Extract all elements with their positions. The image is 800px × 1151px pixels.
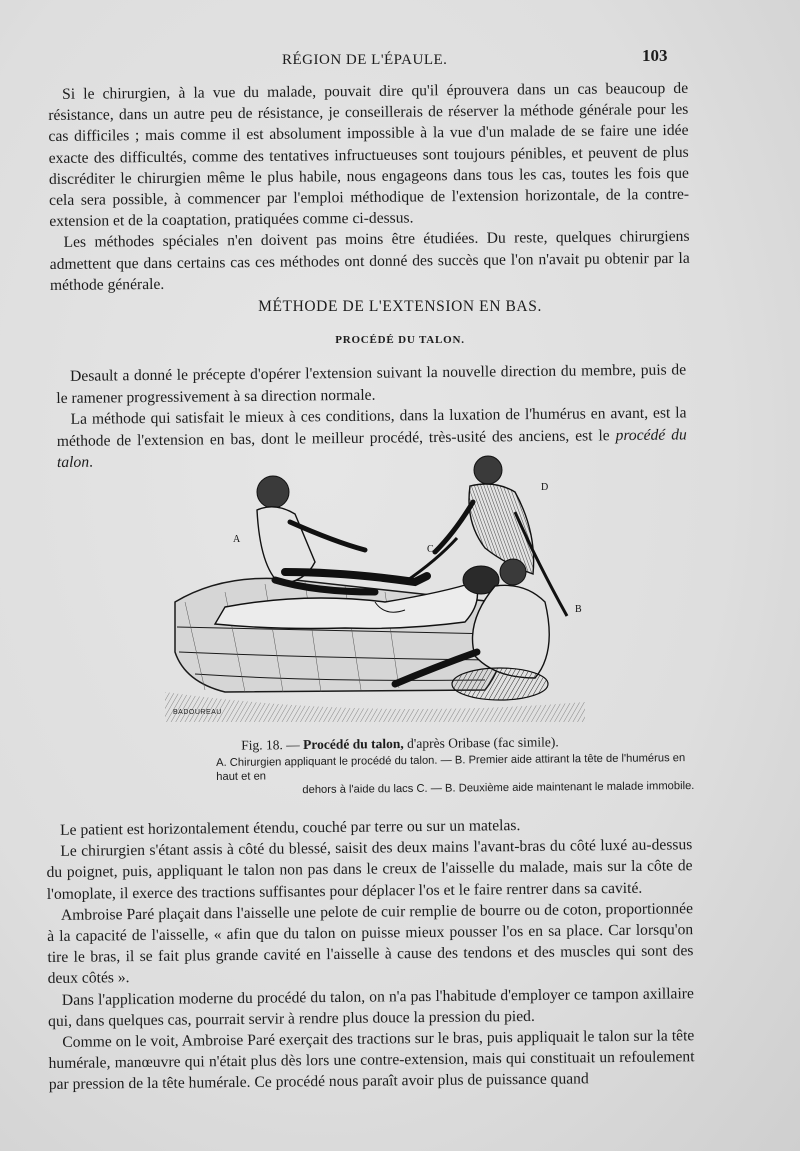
paragraph: Dans l'application moderne du procédé du talon, on n'a pas l'habitude d'employer ce tampon axillaire qui, dans quelques cas, pourrait servir à rendre plus douce la pression du pied. [48,984,694,1030]
running-head [0,46,800,74]
text-run: La méthode qui satisfait le mieux à ces conditions, dans la luxation de l'humérus en avant, est la méthode de l'extension en bas, dont le meilleur procédé, très-usité des anciens, est le [56,404,687,450]
page-number: 103 [642,46,668,65]
paragraph: Desault a donné le précepte d'opérer l'extension suivant la nouvelle direction du membre, puis de le ramener progressivement à sa direction normale. [56,361,687,407]
paragraph: Les méthodes spéciales n'en doivent pas moins être étudiées. Du reste, quelques chirurgiens admettent que dans certains cas ces méthodes ont donné des succès que l'on n'avait pu obtenir par la méthode générale. [49,228,690,294]
caption-source: d'après Oribase (fac simile). [403,734,559,751]
method-heading: MÉTHODE DE L'EXTENSION EN BAS. [258,298,542,315]
paragraph: Ambroise Paré plaçait dans l'aisselle une pelote de cuir remplie de bourre ou de coton, proportionnée à la capacité de l'aisselle, « afin que du talon on puisse mieux pousser l'os en sa place. Car lorsqu'on tire le bras, il se fait plus grande cavité en l'aisselle à cause des tendons et des muscles qui sont des deux côtés ». [47,900,694,988]
intro-text [48,78,690,296]
procedure-heading: PROCÉDÉ DU TALON. [335,334,465,346]
surgeon-figure [257,476,427,592]
body-text [46,813,695,1095]
label-d: D [541,482,549,493]
paragraph: Le patient est horizontalement étendu, couché par terre ou sur un matelas. [60,817,521,839]
engraver-signature: BADOUREAU [173,709,222,716]
figure-legend [216,751,696,798]
label-a: A [233,534,241,545]
paragraph: Comme on le voit, Ambroise Paré exerçait des tractions sur le bras, puis appliquait le talon sur la tête humérale, manœuvre qui n'était plus dès lors une contre-extension, mais qui constituait un refoulement par pression de la tête humérale. Ce procédé nous paraît avoir plus de puissance quand [48,1027,695,1094]
legend-line: A. Chirurgien appliquant le procédé du talon. — B. Premier aide attirant la tête de l'humérus en haut et en [216,752,686,783]
paragraph: Si le chirurgien, à la vue du malade, pouvait dire qu'il éprouvera dans un cas beaucoup de résistance, dans un autre peu de résistance, je conseillerais de réserver la méthode générale pour les cas difficiles ; mais comme il est absolument impossible à la vue d'un malade de se faire une idée exacte des difficultés, comme des tentatives infructueuses sont toujours pénibles, et peuvent de plus discréditer le chirurgien même le plus habile, nous engageons dans tous les cas, toutes les fois que cela sera possible, à commencer par l'emploi méthodique de l'extension horizontale, de la contre-extension et de la coaptation, pratiquées comme ci-dessus. [48,79,690,231]
paragraph: Le chirurgien s'étant assis à côté du blessé, saisit des deux mains l'avant-bras du côté luxé au-dessus du poignet, puis, appliquant le talon non pas dans le creux de l'aisselle du malade, mais sur la côte de l'omoplate, il exerce des tractions suffisantes pour déplacer l'os et le faire rentrer dans sa cavité. [46,836,693,903]
italic-term: procédé du talon [56,425,687,471]
caption-title: Procédé du talon, [303,735,404,753]
label-c: C [427,544,434,555]
label-b: B [575,604,582,615]
caption-fig-number: Fig. 18. — [241,737,304,753]
section-title: RÉGION DE L'ÉPAULE. [282,52,448,68]
text-run: . [88,453,94,471]
legend-line: dehors à l'aide du lacs C. — B. Deuxième aide maintenant le malade immobile. [302,779,695,797]
engraving-illustration [165,452,585,722]
